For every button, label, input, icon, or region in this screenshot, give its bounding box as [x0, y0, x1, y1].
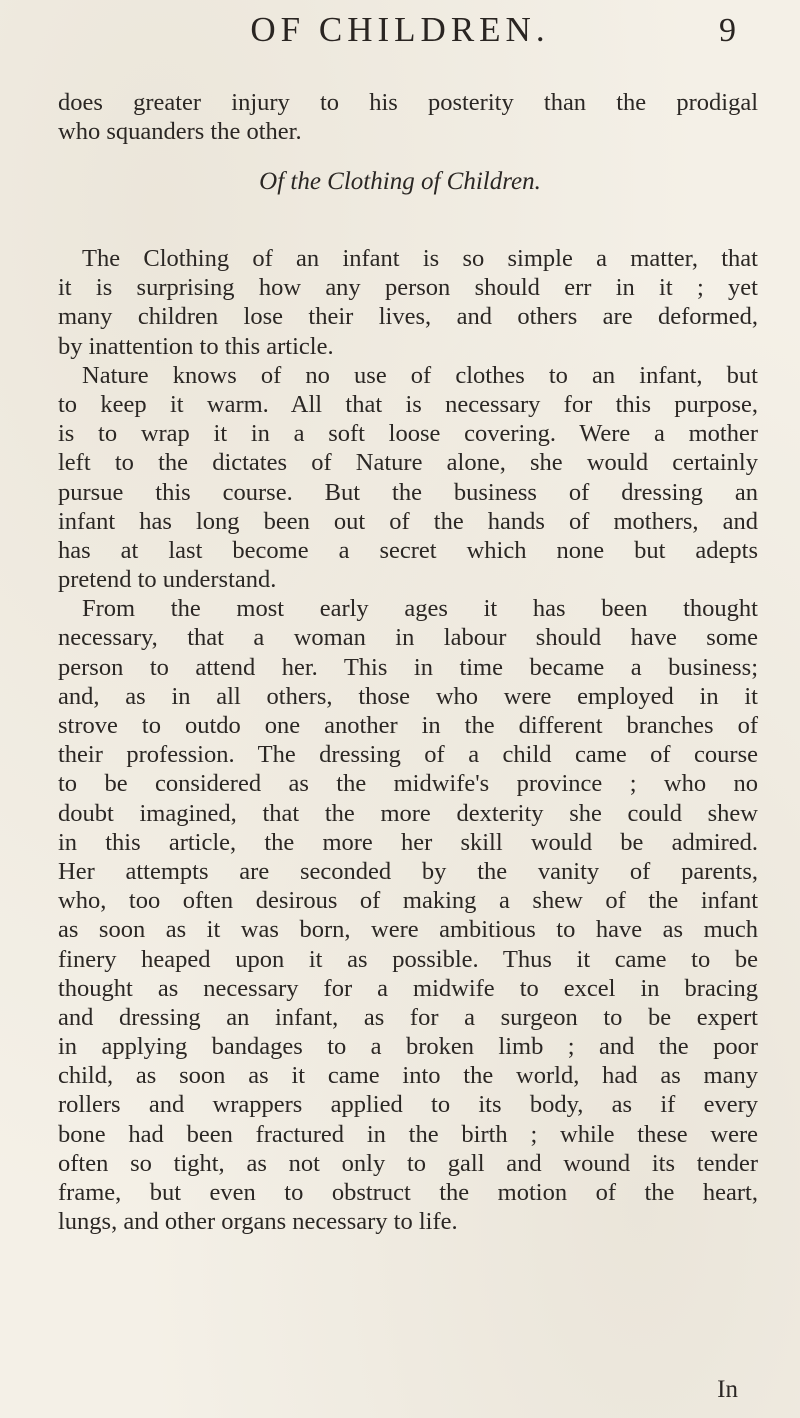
text-line: frame, but even to obstruct the motion of the heart,	[58, 1179, 758, 1206]
text-line: often so tight, as not only to gall and wound its tender	[58, 1149, 758, 1177]
section-heading: Of the Clothing of Children.	[259, 168, 541, 195]
text-line: in this article, the more her skill would be admired.	[58, 828, 758, 856]
text-line: does greater injury to his posterity than the prodigal	[58, 89, 758, 116]
text-line: is to wrap it in a soft loose covering. Were a mother	[58, 420, 758, 448]
text-line: The Clothing of an infant is so simple a matter, that	[82, 245, 758, 272]
text-line: their profession. The dressing of a child came of course	[58, 741, 758, 769]
text-line: to be considered as the midwife's province ; who no	[58, 770, 758, 798]
page-number: 9	[719, 12, 736, 49]
text-line: in applying bandages to a broken limb ; and the poor	[58, 1033, 758, 1061]
text-line: lungs, and other organs necessary to life.	[58, 1208, 458, 1236]
text-line: From the most early ages it has been thought	[82, 595, 758, 623]
running-head	[0, 10, 800, 66]
text-line: bone had been fractured in the birth ; while these were	[58, 1120, 758, 1148]
text-line: who squanders the other.	[58, 118, 302, 146]
text-line: infant has long been out of the hands of mothers, and	[58, 507, 758, 535]
text-line: it is surprising how any person should err in it ; yet	[58, 274, 758, 302]
text-line: person to attend her. This in time became a business;	[58, 653, 758, 681]
text-line: pursue this course. But the business of dressing an	[58, 478, 758, 506]
text-line: rollers and wrappers applied to its body, as if every	[58, 1091, 758, 1119]
text-line: thought as necessary for a midwife to excel in bracing	[58, 974, 758, 1002]
text-line: pretend to understand.	[58, 566, 277, 594]
running-title: OF CHILDREN.	[250, 10, 550, 49]
intro-paragraph	[58, 88, 758, 146]
text-line: to keep it warm. All that is necessary for this purpose,	[58, 390, 758, 418]
text-line: by inattention to this article.	[58, 332, 334, 360]
text-line: has at last become a secret which none but adepts	[58, 536, 758, 564]
body-text	[58, 244, 758, 1236]
text-line: strove to outdo one another in the different branches of	[58, 712, 758, 739]
text-line: doubt imagined, that the more dexterity she could shew	[58, 799, 758, 827]
text-line: child, as soon as it came into the world, had as many	[58, 1062, 758, 1090]
text-line: necessary, that a woman in labour should have some	[58, 624, 758, 652]
text-line: and dressing an infant, as for a surgeon to be expert	[58, 1003, 758, 1031]
text-line: Nature knows of no use of clothes to an infant, but	[82, 361, 758, 389]
text-line: left to the dictates of Nature alone, she would certainly	[58, 449, 758, 477]
text-line: many children lose their lives, and others are deformed,	[58, 303, 758, 331]
text-line: and, as in all others, those who were employed in it	[58, 682, 758, 710]
catchword: In	[717, 1376, 738, 1403]
text-line: Her attempts are seconded by the vanity of parents,	[58, 857, 758, 885]
text-line: as soon as it was born, were ambitious to have as much	[58, 916, 758, 944]
text-line: finery heaped upon it as possible. Thus it came to be	[58, 945, 758, 973]
text-line: who, too often desirous of making a shew of the infant	[58, 887, 758, 915]
